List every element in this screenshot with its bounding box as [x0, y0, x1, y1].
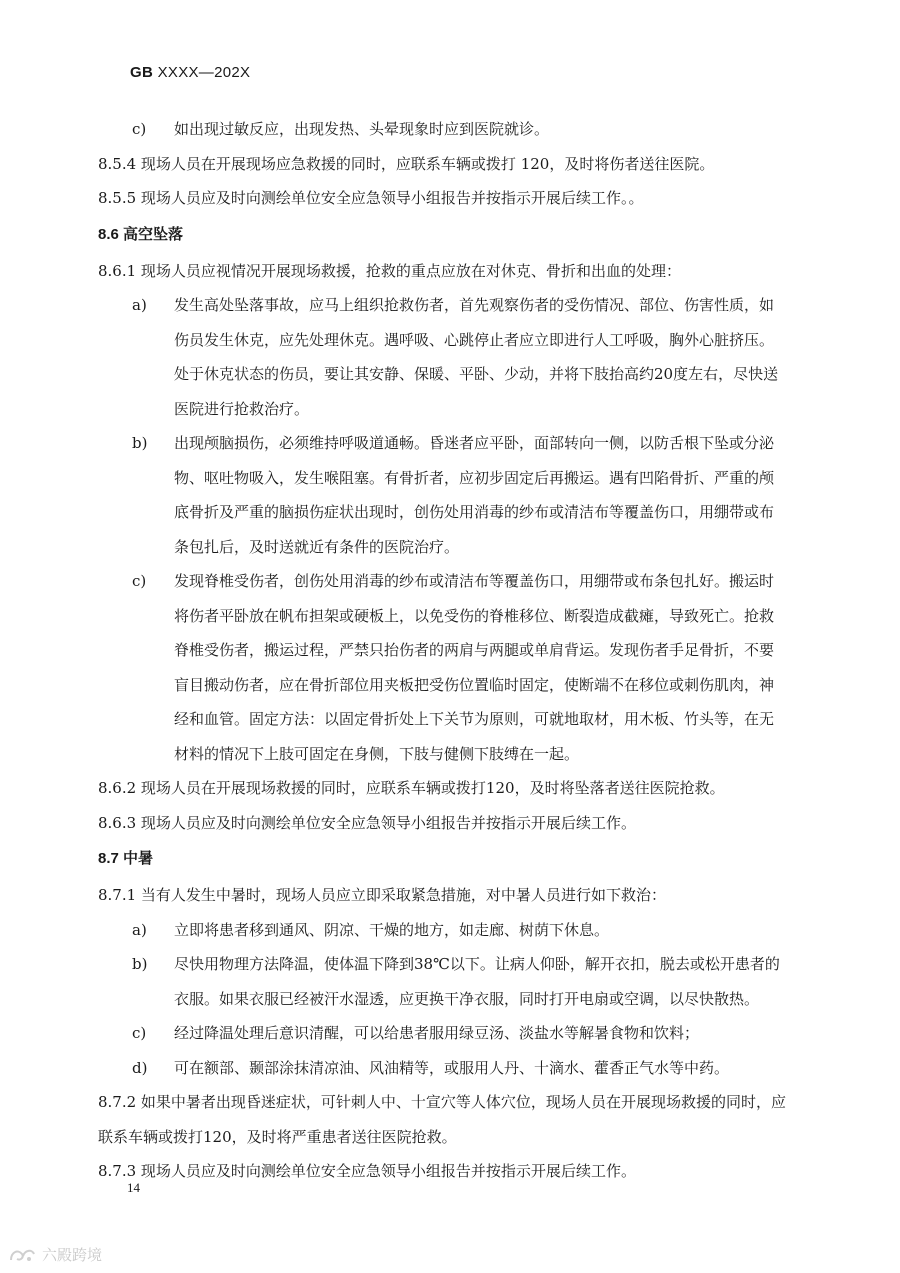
clause-paragraph: 8.5.5 现场人员应及时向测绘单位安全应急领导小组报告并按指示开展后续工作。。 — [98, 189, 644, 207]
list-marker: c) — [132, 1024, 147, 1042]
list-item-text: 如出现过敏反应，出现发热、头晕现象时应到医院就诊。 — [174, 120, 550, 138]
list-marker: c) — [132, 120, 147, 138]
list-item-text: 可在额部、颞部涂抹清凉油、风油精等，或服用人丹、十滴水、藿香正气水等中药。 — [174, 1058, 730, 1077]
section-heading: 8.6 高空坠落 — [98, 225, 184, 243]
clause-paragraph: 8.6.2 现场人员在开展现场救援的同时，应联系车辆或拨打120，及时将坠落者送往医院抢救。 — [98, 779, 725, 797]
list-item — [98, 288, 788, 426]
clause-paragraph: 8.6.1 现场人员应视情况开展现场救援，抢救的重点应放在对休克、骨折和出血的处理： — [98, 261, 681, 280]
list-item — [98, 1051, 788, 1086]
document-body — [98, 112, 788, 1189]
standard-number: XXXX—202X — [157, 64, 251, 81]
list-marker: a) — [132, 296, 147, 314]
standard-header — [130, 64, 250, 81]
list-item — [98, 112, 788, 147]
list-item-text: 发生高处坠落事故，应马上组织抢救伤者，首先观察伤者的受伤情况、部位、伤害性质，如伤员发生休克，应先处理休克。遇呼吸、心跳停止者应立即进行人工呼吸，胸外心脏挤压。处于休克状态的伤员，要让其安静、保暖、平卧、少动，并将下肢抬高约20度左右，尽快送医院进行抢救治疗。 — [174, 296, 779, 418]
page-number: 14 — [127, 1180, 140, 1195]
list-item — [98, 1016, 788, 1051]
list-marker: a) — [132, 920, 147, 939]
section-heading: 8.7 中暑 — [98, 850, 154, 867]
clause-paragraph: 8.7.1 当有人发生中暑时，现场人员应立即采取紧急措施，对中暑人员进行如下救治： — [98, 886, 666, 904]
list-item — [98, 426, 788, 564]
list-item — [98, 913, 788, 948]
watermark-text: 六殿跨境 — [42, 1246, 103, 1264]
logo-icon — [8, 1246, 38, 1264]
clause-paragraph: 8.7.2 如果中暑者出现昏迷症状，可针刺人中、十宣穴等人体穴位，现场人员在开展现场救援的同时，应联系车辆或拨打120，及时将严重患者送往医院抢救。 — [98, 1093, 786, 1146]
clause-paragraph: 8.6.3 现场人员应及时向测绘单位安全应急领导小组报告并按指示开展后续工作。 — [98, 813, 636, 832]
list-item-text: 出现颅脑损伤，必须维持呼吸道通畅。昏迷者应平卧，面部转向一侧，以防舌根下坠或分泌物、呕吐物吸入，发生喉阻塞。有骨折者，应初步固定后再搬运。遇有凹陷骨折、严重的颅底骨折及严重的脑损伤症状出现时，创伤处用消毒的纱布或清洁布等覆盖伤口，用绷带或布条包扎后，及时送就近有条件的医院治疗。 — [174, 434, 775, 556]
list-marker: d) — [132, 1058, 148, 1077]
list-marker: b) — [132, 955, 148, 973]
list-item-text: 尽快用物理方法降温，使体温下降到38℃以下。让病人仰卧，解开衣扣，脱去或松开患者的衣服。如果衣服已经被汗水湿透，应更换干净衣服，同时打开电扇或空调，以尽快散热。 — [174, 955, 780, 1008]
standard-code: GB — [130, 64, 154, 81]
list-item-text: 发现脊椎受伤者，创伤处用消毒的纱布或清洁布等覆盖伤口，用绷带或布条包扎好。搬运时将伤者平卧放在帆布担架或硬板上，以免受伤的脊椎移位、断裂造成截瘫，导致死亡。抢救脊椎受伤者，搬运过程，严禁只抬伤者的两肩与两腿或单肩背运。发现伤者手足骨折，不要盲目搬动伤者，应在骨折部位用夹板把受伤位置临时固定，使断端不在移位或刺伤肌肉，神经和血管。固定方法：以固定骨折处上下关节为原则，可就地取材，用木板、竹头等，在无材料的情况下上肢可固定在身侧，下肢与健侧下肢缚在一起。 — [174, 572, 775, 763]
list-item — [98, 947, 788, 1016]
list-marker: b) — [132, 434, 148, 452]
list-item — [98, 564, 788, 771]
list-item-text: 立即将患者移到通风、阴凉、干燥的地方，如走廊、树荫下休息。 — [174, 920, 610, 939]
clause-paragraph: 8.7.3 现场人员应及时向测绘单位安全应急领导小组报告并按指示开展后续工作。 — [98, 1162, 636, 1180]
clause-paragraph: 8.5.4 现场人员在开展现场应急救援的同时，应联系车辆或拨打 120，及时将伤者送往医院。 — [98, 154, 715, 173]
list-marker: c) — [132, 572, 147, 590]
list-item-text: 经过降温处理后意识清醒，可以给患者服用绿豆汤、淡盐水等解暑食物和饮料； — [174, 1024, 700, 1042]
watermark — [8, 1244, 102, 1265]
